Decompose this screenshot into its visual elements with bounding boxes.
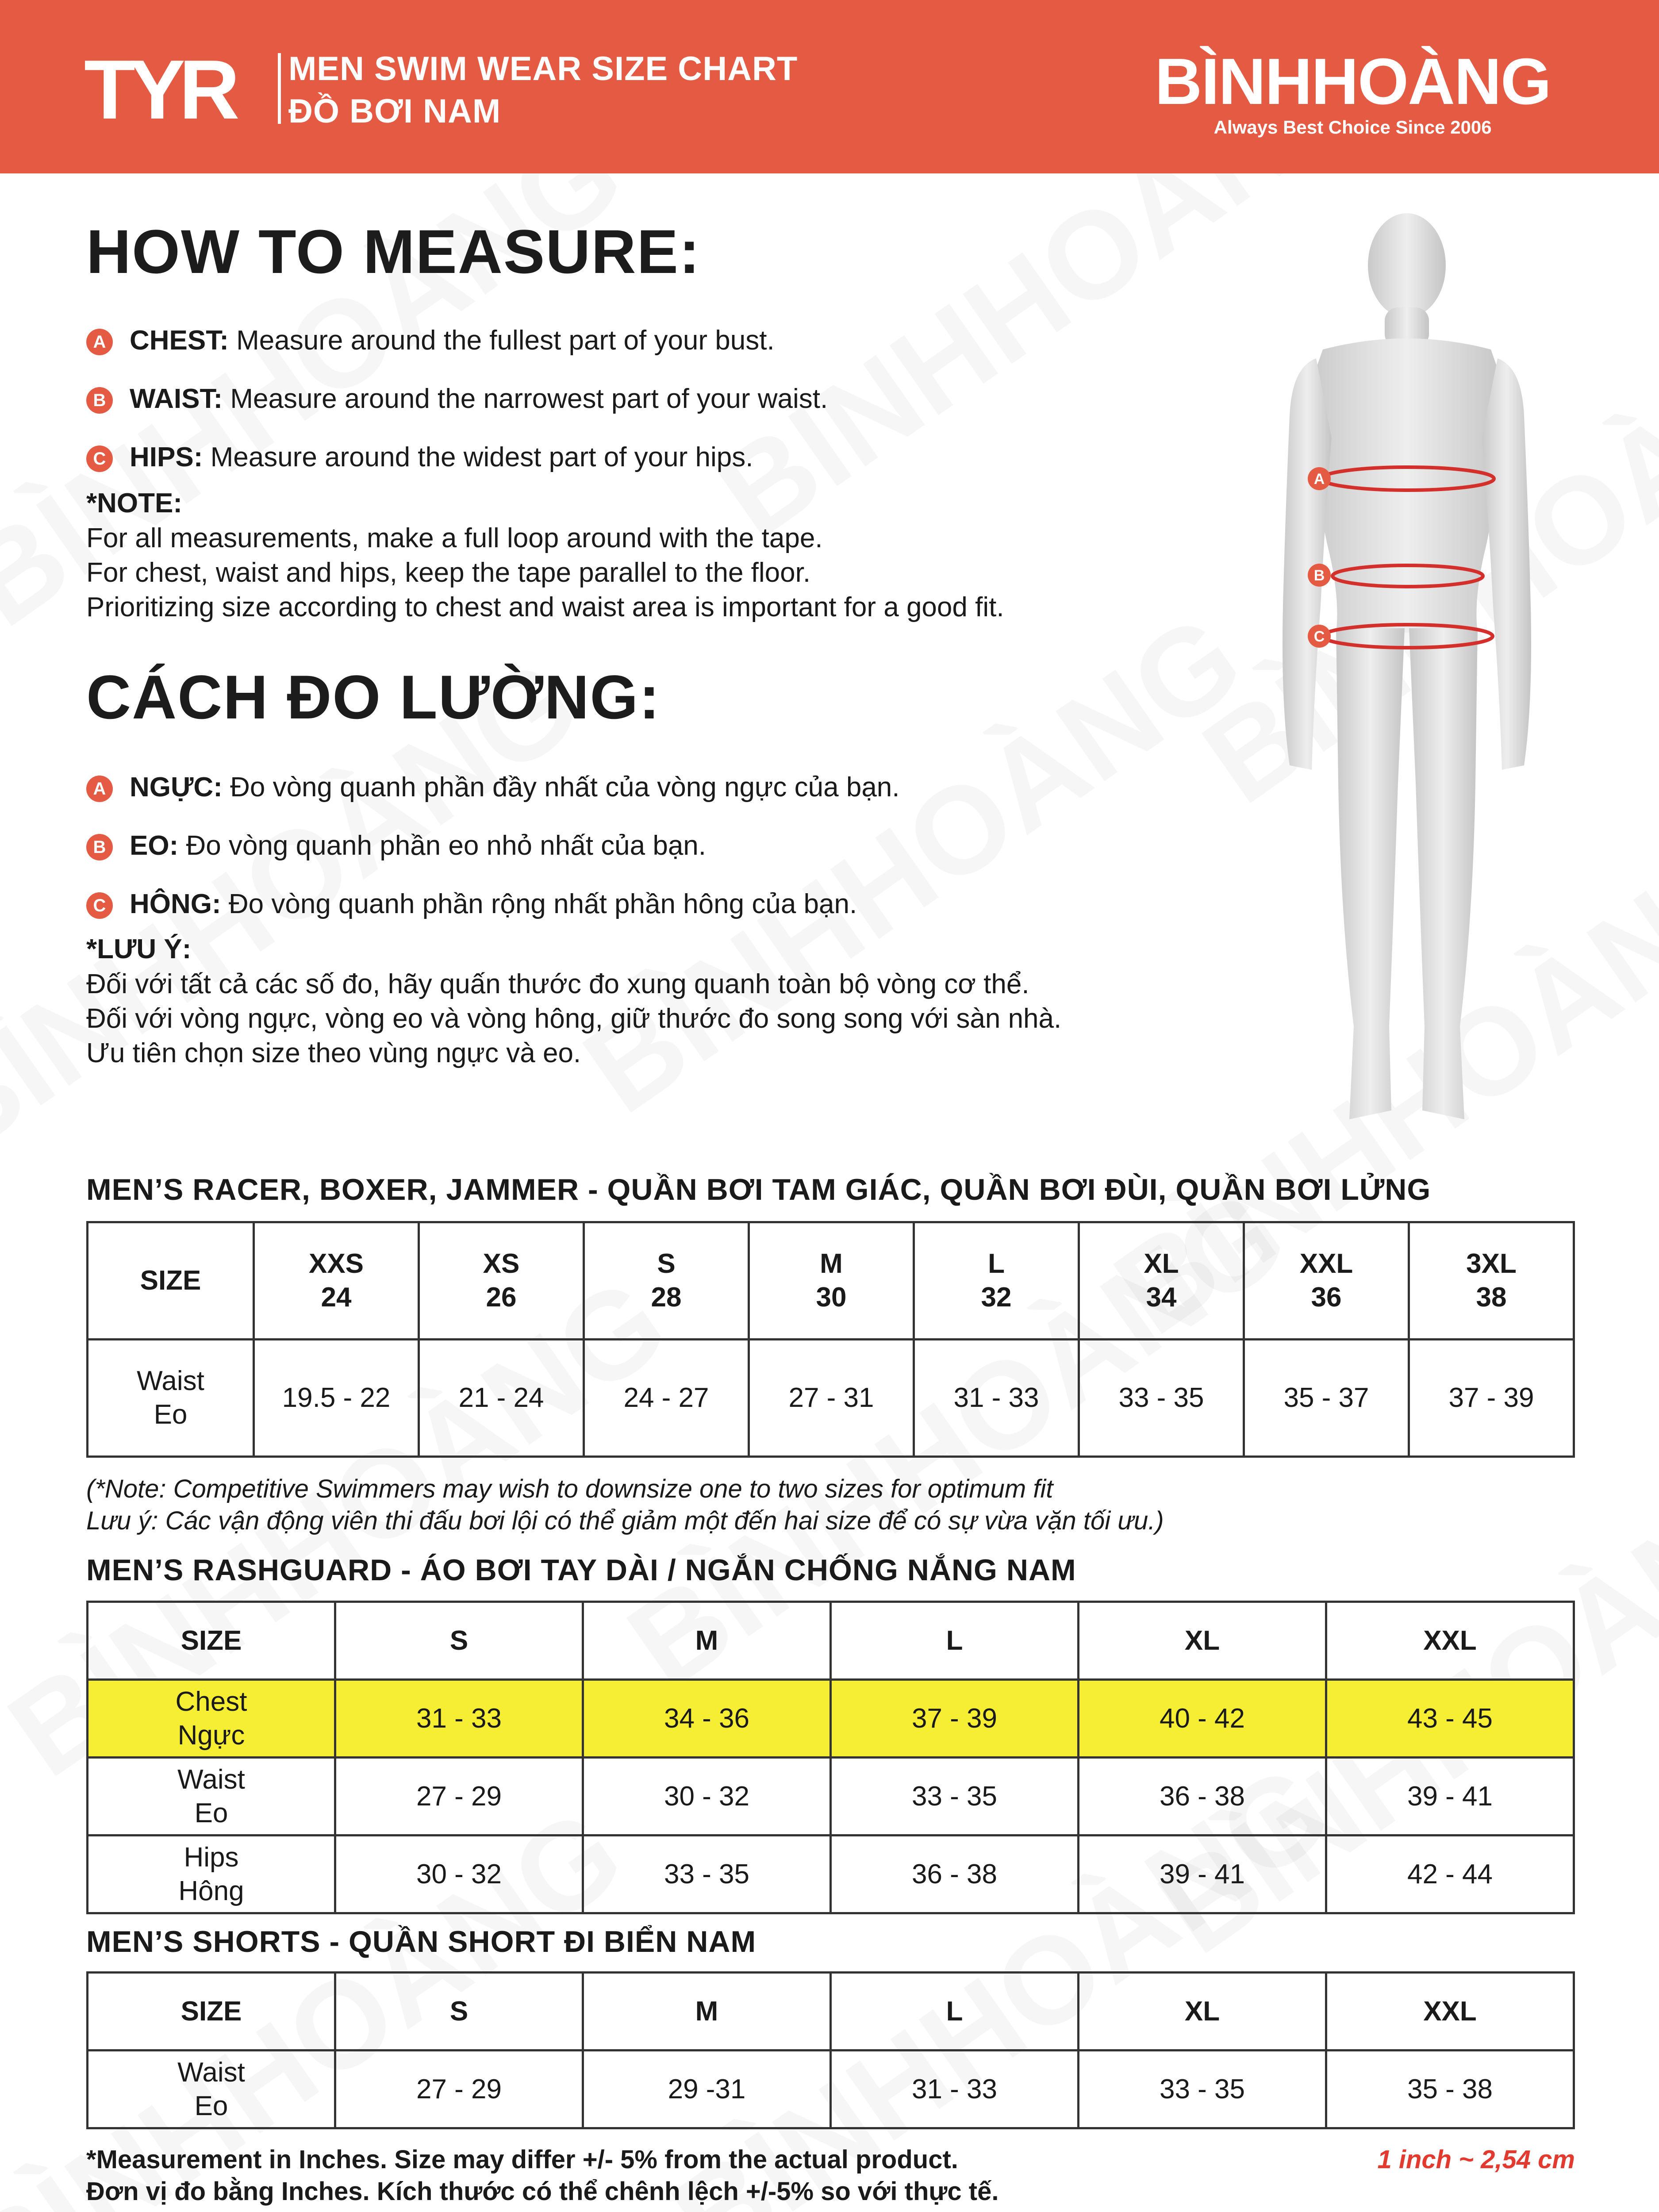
cach-do-luong-title: CÁCH ĐO LƯỜNG: [86, 662, 661, 732]
size-cell: 3XL 38 [1409, 1222, 1574, 1340]
size-cell: XL 34 [1079, 1222, 1244, 1340]
badge-b: B [86, 387, 113, 414]
row-label: Hips Hông [88, 1836, 335, 1913]
value-cell: 21 - 24 [419, 1340, 584, 1457]
size-cell: XS 26 [419, 1222, 584, 1340]
header-title [288, 48, 798, 133]
measure-item-eo [86, 828, 706, 864]
value-cell: 39 - 41 [1326, 1758, 1574, 1836]
value-cell: 29 -31 [583, 2051, 831, 2128]
inch-conversion: 1 inch ~ 2,54 cm [1377, 2145, 1575, 2174]
value-cell: 30 - 32 [583, 1758, 831, 1836]
table-row-header [88, 1973, 1574, 2051]
badge-a: A [86, 329, 113, 355]
measure-text: Đo vòng quanh phần đầy nhất của vòng ngực của bạn. [222, 772, 900, 803]
table2-size-chart [86, 1601, 1575, 1914]
value-cell: 43 - 45 [1326, 1680, 1574, 1758]
table1-title: MEN’S RACER, BOXER, JAMMER - QUẦN BƠI TAM GIÁC, QUẦN BƠI ĐÙI, QUẦN BƠI LỬNG [86, 1173, 1431, 1206]
size-cell: M 30 [749, 1222, 914, 1340]
measure-text: Measure around the fullest part of your bust. [228, 325, 775, 356]
table3-title: MEN’S SHORTS - QUẦN SHORT ĐI BIỂN NAM [86, 1925, 757, 1959]
measure-label: HÔNG: [130, 889, 221, 919]
table-row-waist [88, 1340, 1574, 1457]
brand-tagline: Always Best Choice Since 2006 [1214, 117, 1492, 138]
marker-b [1308, 564, 1331, 587]
row-label: Waist Eo [88, 1340, 254, 1457]
size-header: SIZE [88, 1602, 335, 1680]
size-cell: XXL 36 [1244, 1222, 1409, 1340]
table-row-waist [88, 1758, 1574, 1836]
mannequin-right-leg [1409, 628, 1478, 1119]
measure-label: NGỰC: [130, 772, 223, 803]
value-cell: 34 - 36 [583, 1680, 831, 1758]
value-cell: 31 - 33 [335, 1680, 583, 1758]
value-cell: 36 - 38 [831, 1836, 1079, 1913]
note-line: Đối với tất cả các số đo, hãy quấn thước đo xung quanh toàn bộ vòng cơ thể. [86, 969, 1029, 999]
value-cell: 19.5 - 22 [254, 1340, 419, 1457]
value-cell: 33 - 35 [583, 1836, 831, 1913]
size-cell: L [831, 1973, 1079, 2051]
how-to-measure-title: HOW TO MEASURE: [86, 217, 701, 286]
table-row-header [88, 1602, 1574, 1680]
size-cell: XXL [1326, 1973, 1574, 2051]
value-cell: 35 - 37 [1244, 1340, 1409, 1457]
badge-c: C [86, 445, 113, 472]
note-label: *NOTE: [86, 488, 182, 518]
value-cell: 40 - 42 [1079, 1680, 1326, 1758]
marker-a [1308, 467, 1331, 490]
measure-item-hong [86, 887, 857, 922]
marker-c [1308, 625, 1331, 648]
size-header: SIZE [88, 1222, 254, 1340]
value-cell: 24 - 27 [584, 1340, 749, 1457]
measure-label: WAIST: [130, 384, 223, 414]
footer-note-vi: Đơn vị đo bằng Inches. Kích thước có thể chênh lệch +/-5% so với thực tế. [86, 2177, 999, 2206]
header-title-vi: ĐỒ BƠI NAM [288, 92, 501, 130]
row-label: Waist Eo [88, 2051, 335, 2128]
value-cell: 35 - 38 [1326, 2051, 1574, 2128]
value-cell: 37 - 39 [1409, 1340, 1574, 1457]
value-cell: 27 - 29 [335, 2051, 583, 2128]
marker-label: B [1313, 567, 1325, 584]
measure-item-waist [86, 381, 828, 417]
badge-c: C [86, 892, 113, 919]
value-cell: 42 - 44 [1326, 1836, 1574, 1913]
value-cell: 31 - 33 [914, 1340, 1079, 1457]
brand-logo [1155, 45, 1551, 140]
size-cell: XL [1079, 1973, 1326, 2051]
size-cell: S [335, 1973, 583, 2051]
value-cell: 30 - 32 [335, 1836, 583, 1913]
measure-item-hips [86, 440, 753, 475]
mannequin-left-arm [1283, 358, 1332, 770]
badge-a: A [86, 776, 113, 802]
footer-note-en: *Measurement in Inches. Size may differ +/- 5% from the actual product. [86, 2145, 958, 2174]
note-line: For all measurements, make a full loop around with the tape. [86, 523, 823, 553]
size-cell: L [831, 1602, 1079, 1680]
measure-text: Đo vòng quanh phần eo nhỏ nhất của bạn. [178, 830, 707, 861]
table-row-header [88, 1222, 1574, 1340]
tyr-logo-text: TYR [84, 52, 234, 125]
mannequin-figure [1265, 208, 1548, 1146]
mannequin-left-leg [1336, 628, 1405, 1119]
measure-text: Measure around the widest part of your hips. [203, 442, 753, 472]
size-header: SIZE [88, 1973, 335, 2051]
size-cell: XL [1079, 1602, 1326, 1680]
measure-label: EO: [130, 830, 179, 861]
size-cell: S [335, 1602, 583, 1680]
row-label: Chest Ngực [88, 1680, 335, 1758]
measure-item-nguc [86, 770, 900, 805]
table2-title: MEN’S RASHGUARD - ÁO BƠI TAY DÀI / NGẮN CHỐNG NẮNG NAM [86, 1553, 1076, 1587]
header-divider [278, 53, 281, 124]
header-bar [0, 0, 1659, 173]
table1-note-vi: Lưu ý: Các vận động viên thi đấu bơi lội có thể giảm một đến hai size để có sự vừa vặn tối ưu.) [86, 1506, 1164, 1535]
note-line: Prioritizing size according to chest and waist area is important for a good fit. [86, 592, 1004, 622]
value-cell: 27 - 29 [335, 1758, 583, 1836]
value-cell: 31 - 33 [831, 2051, 1079, 2128]
size-cell: XXS 24 [254, 1222, 419, 1340]
marker-label: A [1313, 471, 1325, 488]
value-cell: 27 - 31 [749, 1340, 914, 1457]
measure-label: HIPS: [130, 442, 203, 472]
size-cell: XXL [1326, 1602, 1574, 1680]
badge-b: B [86, 834, 113, 860]
table1-size-chart [86, 1221, 1575, 1458]
row-label: Waist Eo [88, 1758, 335, 1836]
mannequin-head [1368, 213, 1446, 318]
measure-text: Measure around the narrowest part of your waist. [223, 384, 828, 414]
marker-label: C [1313, 628, 1325, 645]
tyr-logo [84, 52, 261, 125]
size-cell: M [583, 1973, 831, 2051]
table-row-chest [88, 1680, 1574, 1758]
note-line: Đối với vòng ngực, vòng eo và vòng hông, giữ thước đo song song với sàn nhà. [86, 1003, 1062, 1034]
value-cell: 39 - 41 [1079, 1836, 1326, 1913]
value-cell: 37 - 39 [831, 1680, 1079, 1758]
size-cell: S 28 [584, 1222, 749, 1340]
watermark-text [559, 587, 1266, 1141]
size-cell: M [583, 1602, 831, 1680]
value-cell: 36 - 38 [1079, 1758, 1326, 1836]
note-line: For chest, waist and hips, keep the tape parallel to the floor. [86, 557, 811, 588]
measure-item-chest [86, 323, 775, 358]
brand-name: BÌNHHOÀNG [1155, 45, 1551, 118]
table-row-hips [88, 1836, 1574, 1913]
value-cell: 33 - 35 [1079, 1340, 1244, 1457]
mannequin-right-arm [1482, 358, 1531, 770]
table3-size-chart [86, 1971, 1575, 2129]
note-label: *LƯU Ý: [86, 934, 192, 964]
value-cell: 33 - 35 [1079, 2051, 1326, 2128]
header-title-en: MEN SWIM WEAR SIZE CHART [288, 50, 798, 88]
value-cell: 33 - 35 [831, 1758, 1079, 1836]
table1-note-en: (*Note: Competitive Swimmers may wish to downsize one to two sizes for optimum fit [86, 1475, 1053, 1503]
measure-label: CHEST: [130, 325, 229, 356]
measure-text: Đo vòng quanh phần rộng nhất phần hông của bạn. [221, 889, 857, 919]
table-row-waist [88, 2051, 1574, 2128]
size-cell: L 32 [914, 1222, 1079, 1340]
note-line: Ưu tiên chọn size theo vùng ngực và eo. [86, 1038, 581, 1068]
